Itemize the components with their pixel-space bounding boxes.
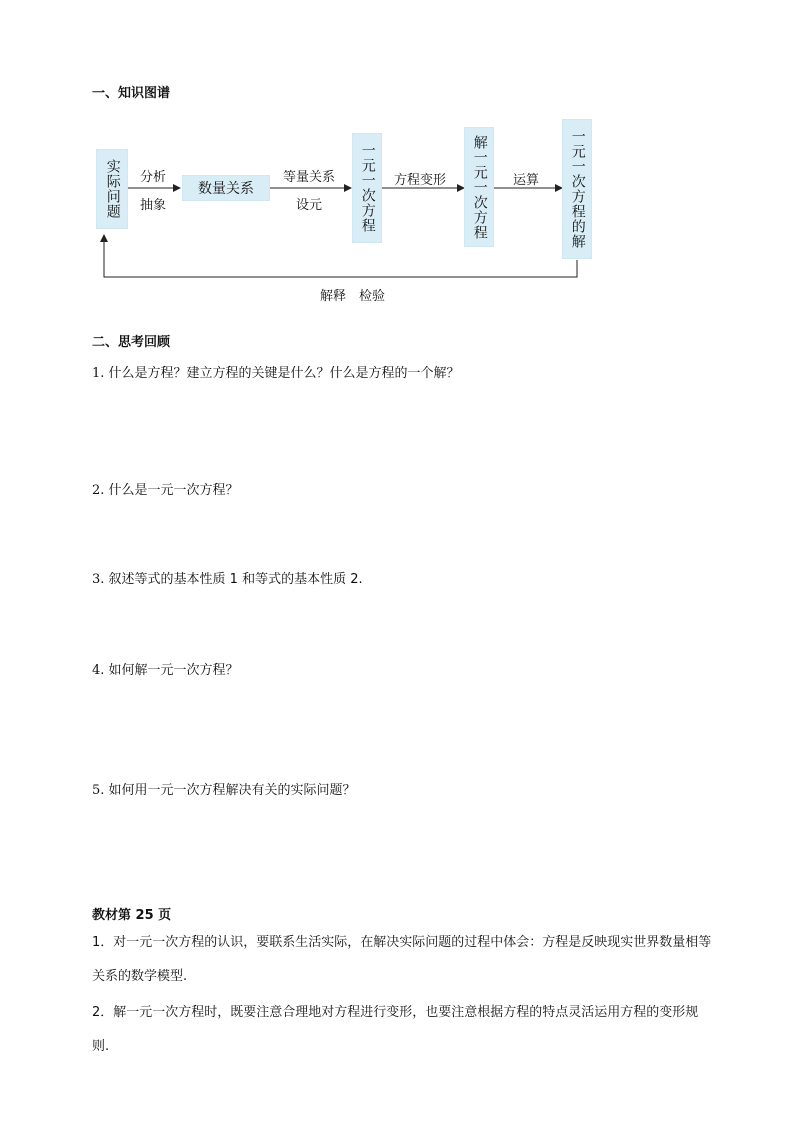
question-5 bbox=[92, 779, 356, 798]
question-number: 4. bbox=[92, 663, 105, 678]
label-equal-relation: 等量关系 bbox=[283, 170, 336, 185]
label-set-unknown: 设元 bbox=[296, 198, 323, 213]
box-equation-solution: 一元一次方程的解 bbox=[562, 119, 592, 259]
label-explain-check: 解释 检验 bbox=[320, 289, 386, 304]
question-number: 2. bbox=[92, 483, 105, 498]
box-linear-equation: 一元一次方程 bbox=[352, 133, 382, 243]
arrow-return bbox=[104, 235, 577, 277]
question-text: 叙述等式的基本性质 1 和等式的基本性质 2. bbox=[108, 572, 363, 587]
label-abstraction: 抽象 bbox=[140, 198, 167, 213]
question-text: 如何用一元一次方程解决有关的实际问题？ bbox=[108, 783, 356, 798]
label-equation-transform: 方程变形 bbox=[394, 173, 447, 188]
question-number: 5. bbox=[92, 783, 105, 798]
box-solve-equation: 解一元一次方程 bbox=[464, 127, 494, 247]
question-text: 如何解一元一次方程？ bbox=[108, 663, 239, 678]
box-actual-problem: 实际问题 bbox=[96, 149, 128, 229]
section-knowledge-map-title: 一、知识图谱 bbox=[92, 86, 171, 101]
section-review-title: 二、思考回顾 bbox=[92, 335, 171, 350]
question-2 bbox=[92, 479, 239, 498]
label-compute: 运算 bbox=[513, 173, 540, 188]
question-text: 什么是方程？建立方程的关键是什么？什么是方程的一个解？ bbox=[108, 366, 460, 381]
question-4 bbox=[92, 659, 239, 678]
diagram-arrows bbox=[92, 115, 602, 310]
box-quantity-relation: 数量关系 bbox=[182, 175, 270, 201]
question-number: 1. bbox=[92, 366, 105, 381]
knowledge-map-diagram bbox=[92, 115, 602, 310]
question-number: 3. bbox=[92, 572, 105, 587]
note-paragraph-2: 2．解一元一次方程时，既要注意合理地对方程进行变形，也要注意根据方程的特点灵活运用方程的变形规则. bbox=[92, 1005, 699, 1054]
note-paragraph-1: 1．对一元一次方程的认识，要联系生活实际，在解决实际问题的过程中体会：方程是反映现实世界数量相等关系的数学模型. bbox=[92, 935, 712, 984]
textbook-page-title: 教材第 25 页 bbox=[92, 908, 172, 923]
question-1 bbox=[92, 362, 460, 381]
question-text: 什么是一元一次方程？ bbox=[108, 483, 239, 498]
label-analysis: 分析 bbox=[140, 170, 167, 185]
question-3 bbox=[92, 568, 363, 587]
